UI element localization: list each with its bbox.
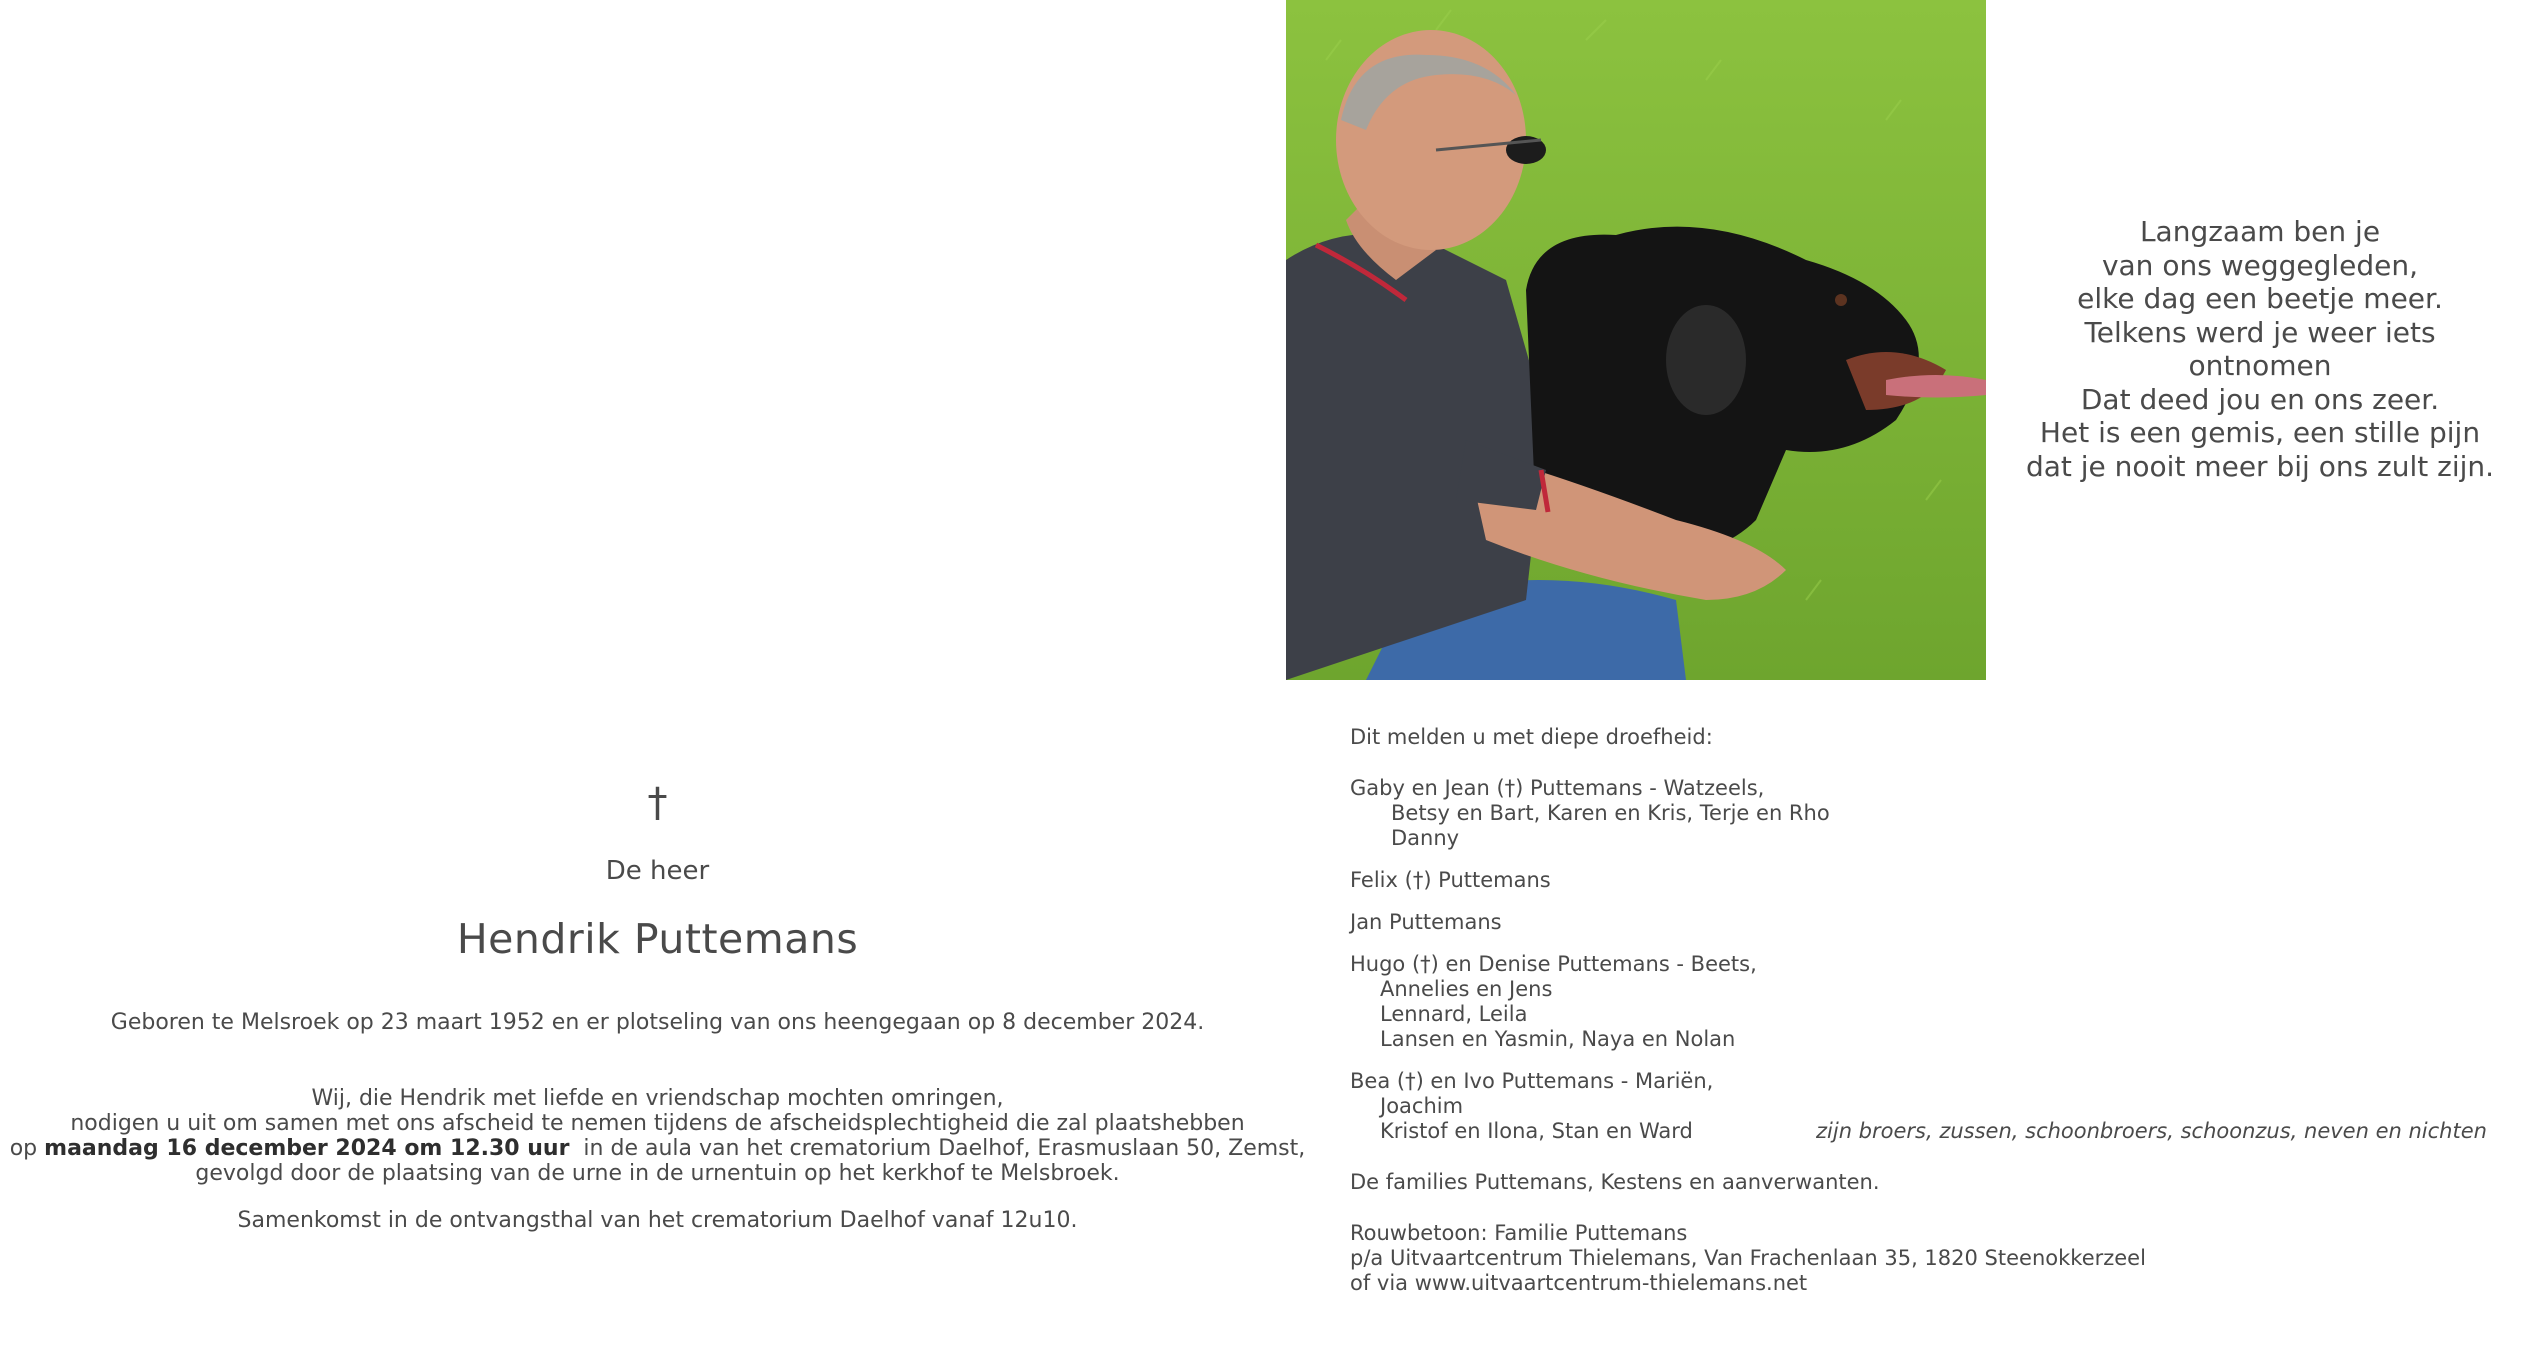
family-group-head: Felix (†) Puttemans	[1350, 868, 1551, 892]
family-member-line: Danny	[1391, 826, 1460, 850]
family-group-head: Gaby en Jean (†) Puttemans - Watzeels,	[1350, 776, 1765, 800]
family-member-line: Betsy en Bart, Karen en Kris, Terje en Rho	[1391, 801, 1830, 825]
ceremony-datetime: maandag 16 december 2024 om 12.30 uur	[44, 1136, 570, 1161]
family-member-text: Kristof en Ilona, Stan en Ward	[1380, 1119, 1693, 1143]
invitation-fragment: in de aula van het crematorium Daelhof, Erasmuslaan 50, Zemst,	[569, 1136, 1306, 1161]
condolence-address: p/a Uitvaartcentrum Thielemans, Van Frachenlaan 35, 1820 Steenokkerzeel	[1350, 1246, 2146, 1270]
deceased-name: Hendrik Puttemans	[456, 915, 859, 963]
family-group-head: Hugo (†) en Denise Puttemans - Beets,	[1350, 952, 1757, 976]
family-member-line: Annelies en Jens	[1380, 977, 1553, 1001]
announcement-intro: Dit melden u met diepe droefheid:	[1350, 725, 1713, 749]
poem	[2010, 215, 2510, 483]
title-prefix: De heer	[605, 856, 710, 886]
family-group-head: Jan Puttemans	[1350, 910, 1502, 934]
poem-line: Het is een gemis, een stille pijn	[2039, 416, 2481, 449]
cross-symbol: †	[647, 780, 668, 826]
poem-line: Langzaam ben je	[2139, 215, 2381, 248]
family-member-line: Lennard, Leila	[1380, 1002, 1528, 1026]
portrait-photo	[1286, 0, 1986, 680]
family-group-head: Bea (†) en Ivo Puttemans - Mariën,	[1350, 1069, 1714, 1093]
condolence-line: Rouwbetoon: Familie Puttemans	[1350, 1221, 1688, 1245]
family-member-line: Lansen en Yasmin, Naya en Nolan	[1380, 1027, 1736, 1051]
invitation-line	[0, 1136, 1315, 1161]
poem-line: dat je nooit meer bij ons zult zijn.	[2025, 449, 2495, 483]
birth-death-line: Geboren te Melsroek op 23 maart 1952 en er plotseling van ons heengegaan op 8 december 2024.	[110, 1010, 1205, 1035]
relationship-note: zijn broers, zussen, schoonbroers, schoonzus, neven en nichten	[1816, 1119, 2487, 1143]
invitation-line: nodigen u uit om samen met ons afscheid te nemen tijdens de afscheidsplechtigheid die zal plaatshebben	[70, 1111, 1245, 1136]
invitation-line: gevolgd door de plaatsing van de urne in de urnentuin op het kerkhof te Melsbroek.	[195, 1161, 1120, 1186]
man-with-dog-image	[1286, 0, 1986, 680]
condolence-website: of via www.uitvaartcentrum-thielemans.net	[1350, 1271, 1808, 1295]
family-announcement	[1350, 725, 2500, 1296]
family-member-line: Joachim	[1380, 1094, 1464, 1118]
gathering-text: Samenkomst in de ontvangsthal van het crematorium Daelhof vanaf 12u10.	[237, 1208, 1078, 1233]
invitation-text	[0, 1086, 1315, 1186]
poem-line: Telkens werd je weer iets ontnomen	[2084, 315, 2436, 382]
invitation-line: Wij, die Hendrik met liefde en vriendschap mochten omringen,	[311, 1086, 1004, 1111]
families-line: De families Puttemans, Kestens en aanverwanten.	[1350, 1170, 1880, 1194]
poem-line: Dat deed jou en ons zeer.	[2080, 382, 2440, 416]
family-member-line	[1350, 1119, 2500, 1144]
poem-line: elke dag een beetje meer.	[2077, 282, 2443, 315]
poem-line: van ons weggegleden,	[2101, 248, 2419, 282]
invitation-fragment: op	[9, 1136, 45, 1161]
